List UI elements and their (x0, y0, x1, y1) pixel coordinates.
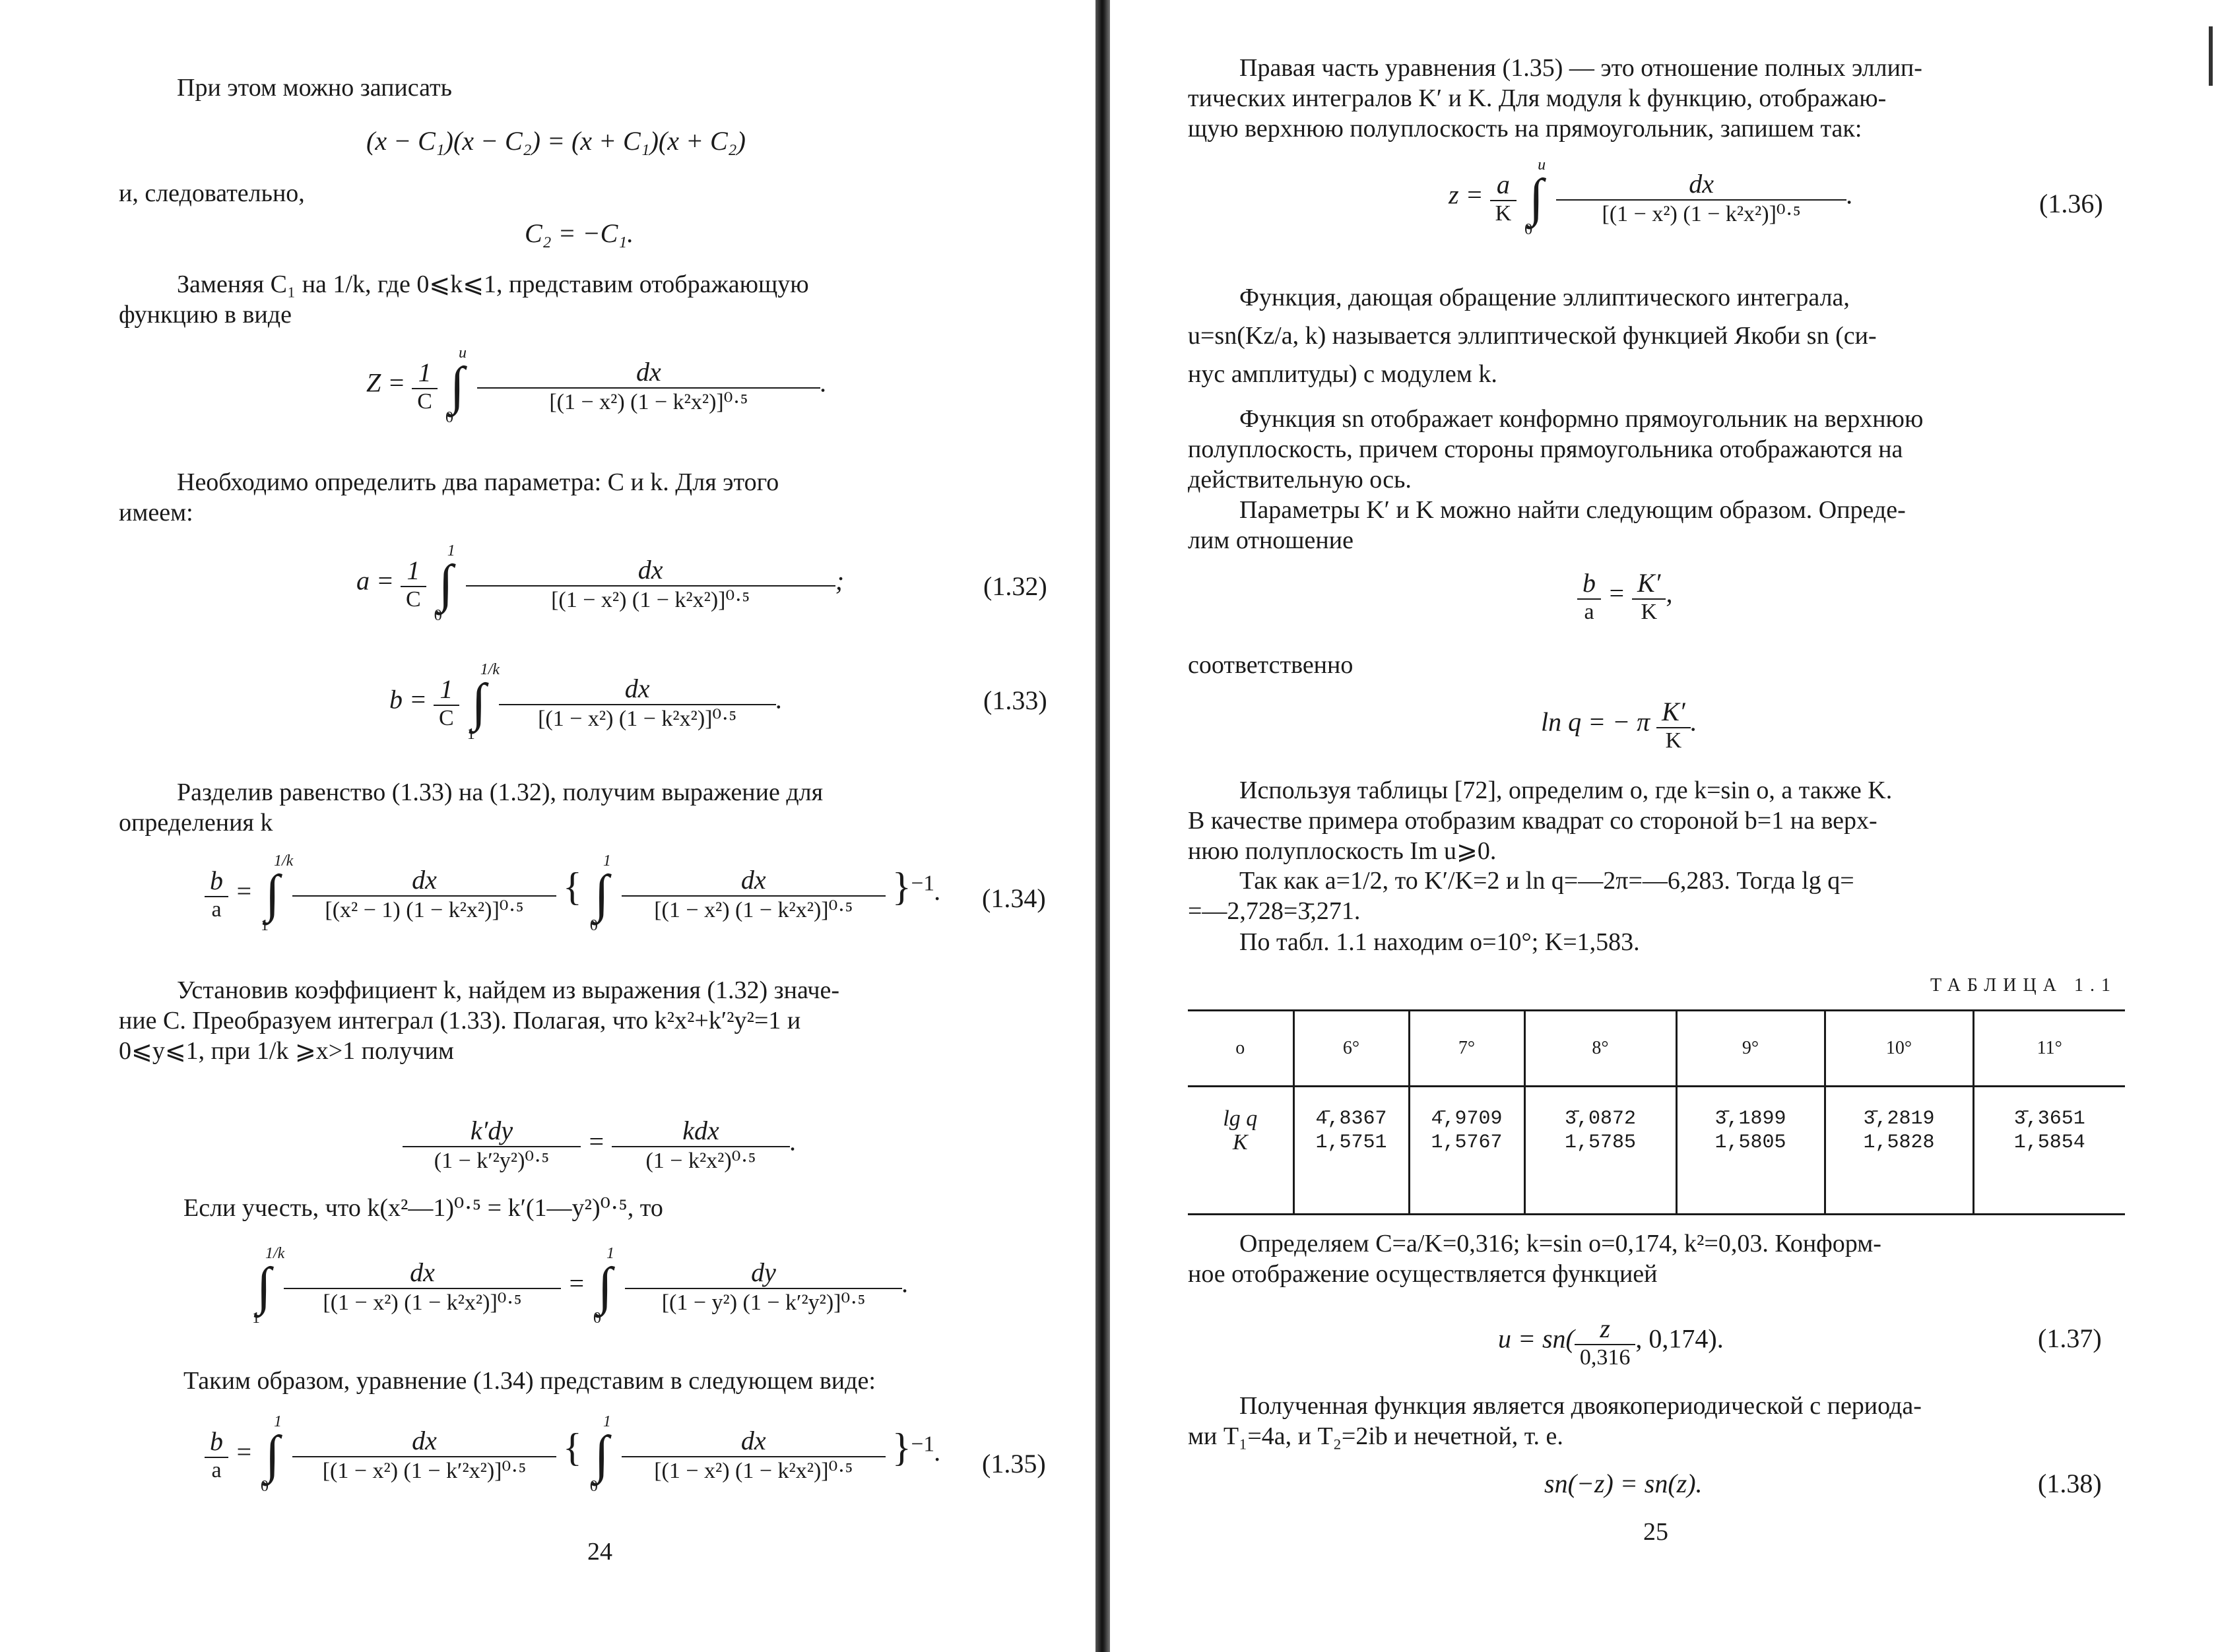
table-cell: 3̄,0872 1,5785 (1524, 1087, 1676, 1215)
table-header: o (1188, 1011, 1293, 1087)
book-spine (1095, 0, 1110, 1652)
paragraph: Если учесть, что k(x²—1)⁰·⁵ = k′(1—y²)⁰·⁵, то (183, 1194, 663, 1222)
paragraph: При этом можно записать (177, 74, 452, 102)
paragraph: Определяем C=a/K=0,316; k=sin o=0,174, k²=0,03. Конформ- ное отображение осуществляется функцией (1188, 1230, 1881, 1288)
paragraph: Заменяя C₁ на 1/k, где 0⩽k⩽1, представим отображающую функцию в виде (119, 270, 809, 329)
table-header: 10° (1825, 1011, 1973, 1087)
table-cell: 4̄,9709 1,5767 (1409, 1087, 1524, 1215)
paragraph: Полученная функция является двоякопериодической с периода- ми T₁=4a, и T₂=2ib и нечетной, т. е. (1188, 1392, 1922, 1450)
equation-lnq: ln q = − π $\frac{K'}{K}$ . (1541, 697, 1697, 753)
equation-number: (1.32) (983, 571, 1047, 601)
page-number: 25 (1643, 1518, 1668, 1546)
paragraph: Используя таблицы [72], определим o, где k=sin o, а также K. В качестве примера отобразим квадрат со стороной b=1 на верх- нюю полуплоскость Im u⩾0. (1188, 777, 1893, 865)
table-header: 7° (1409, 1011, 1524, 1087)
integral-icon: ∫ 1/k 1 (467, 660, 500, 743)
integral-icon: ∫ 1 0 (593, 1244, 614, 1327)
equation-number: (1.33) (983, 685, 1047, 715)
equation-number: (1.38) (2038, 1469, 2102, 1498)
equation-integral-equality: ∫ 1/k 1 $\frac{dx}{\text{[(1 − x²) (1 − k²x²)]⁰·⁵}}$ = ∫ 1 0 $\frac{dy}{\text{[(1 − y²) (1 − k′²y²)]⁰·⁵}}$ . (252, 1244, 909, 1327)
equation-a: a = $\frac{1}{C}$ ∫ 1 0 $\frac{dx}{\text{[(1 − x²) (1 − k²x²)]⁰·⁵}}$ ; (356, 542, 845, 624)
integral-icon: ∫ 1 0 (589, 1413, 611, 1495)
table-row-label: lg q K (1223, 1106, 1258, 1155)
paragraph: Правая часть уравнения (1.35) — это отношение полных эллип- тических интегралов K′ и K. Для модуля k функцию, отображаю- щую верхнюю полуплоскость на прямоугольник, запишем так: (1188, 54, 1922, 143)
equation-substitution: $\frac{k'dy}{\text{(1 − k′²y²)⁰·⁵}}$ = $\frac{\text{kdx}}{\text{(1 − k²x²)⁰·⁵}}$ . (403, 1115, 797, 1174)
equation-1-36: z = $\frac{a}{K}$ ∫ u 0 $\frac{dx}{\text{[(1 − x²) (1 − k²x²)]⁰·⁵}}$ . (1449, 156, 1854, 238)
integral-icon: ∫ 1 0 (434, 542, 455, 624)
equation-b: b = $\frac{1}{C}$ ∫ 1/k 1 $\frac{dx}{\text{[(1 − x²) (1 − k²x²)]⁰·⁵}}$ . (389, 660, 783, 743)
equation: (x − C₁)(x − C₂) = (x + C₁)(x + C₂) (366, 126, 746, 156)
equation: C₂ = −C₁. (525, 218, 634, 248)
integral-icon: ∫ 1/k 1 (252, 1244, 285, 1327)
table-title: ТАБЛИЦА 1.1 (1930, 975, 2117, 996)
paragraph: Функция sn отображает конформно прямоугольник на верхнюю полуплоскость, причем стороны прямоугольника отображаются на действительную ось. (1188, 405, 1924, 493)
table-header: 8° (1524, 1011, 1676, 1087)
equation-ratio: $\frac{b}{a}$ = $\frac{K'}{K}$ , (1577, 567, 1672, 625)
paragraph: Разделив равенство (1.33) на (1.32), получим выражение для определения k (119, 778, 824, 837)
table-row (1188, 1087, 2125, 1215)
paragraph: Необходимо определить два параметра: C и k. Для этого имеем: (119, 468, 779, 526)
paragraph: По табл. 1.1 находим o=10°; K=1,583. (1239, 928, 1640, 956)
integral-icon: ∫ 1/k 1 (261, 852, 294, 934)
page-edge (2209, 26, 2213, 86)
equation-number: (1.36) (2039, 189, 2103, 218)
right-page (1115, 0, 2218, 1652)
equation-number: (1.35) (982, 1449, 1046, 1478)
paragraph: Параметры K′ и K можно найти следующим образом. Опреде- лим отношение (1188, 496, 1906, 554)
table-header: 6° (1293, 1011, 1409, 1087)
paragraph: Установив коэффициент k, найдем из выражения (1.32) значе- ние C. Преобразуем интеграл (1.33). Полагая, что k²x²+k′²y²=1 и 0⩽y⩽1, при 1/k ⩾x>1 получим (119, 976, 839, 1065)
integral-icon: ∫ 1 0 (261, 1413, 282, 1495)
equation-1-34: $\frac{b}{a}$ = ∫ 1/k 1 $\frac{dx}{\text{[(x² − 1) (1 − k²x²)]⁰·⁵}}$ { ∫ 1 0 $\frac{dx}{\text{[(1 − x²) (1 − k²x²)]⁰·⁵}}$ }$^{-1}$. (205, 864, 941, 923)
table-cell: 3̄,3651 1,5854 (1973, 1087, 2125, 1215)
equation-1-38: sn(−z) = sn(z). (1544, 1469, 1703, 1498)
paragraph: Таким образом, уравнение (1.34) представим в следующем виде: (183, 1367, 876, 1395)
equation-z: Z = $\frac{1}{C}$ ∫ u 0 $\frac{dx}{\text{[(1 − x²) (1 − k²x²)]⁰·⁵}}$ . (366, 344, 827, 426)
equation-number: (1.37) (2038, 1323, 2102, 1353)
table-cell: 3̄,1899 1,5805 (1676, 1087, 1825, 1215)
table-header: 11° (1973, 1011, 2125, 1087)
table-cell: 4̄,8367 1,5751 (1293, 1087, 1409, 1215)
table-header-row (1188, 1011, 2125, 1087)
equation-1-35: $\frac{b}{a}$ = ∫ 1 0 $\frac{dx}{\text{[(1 − x²) (1 − k′²x²)]⁰·⁵}}$ { ∫ 1 0 $\frac{dx}{\text{[(1 − x²) (1 − k²x²)]⁰·⁵}}$ }$^{-1}$. (205, 1425, 941, 1484)
paragraph: Так как a=1/2, то K′/K=2 и ln q=—2π=—6,283. Тогда lg q= =—2,728=3̄,271. (1188, 867, 1854, 925)
paragraph: и, следовательно, (119, 179, 305, 207)
paragraph: Функция, дающая обращение эллиптического интеграла, u=sn(Kz/a, k) называется эллиптической функцией Якоби sn (си- нус амплитуды) с модулем k. (1188, 284, 1877, 388)
table-cell: 3̄,2819 1,5828 (1825, 1087, 1973, 1215)
page-number: 24 (587, 1538, 612, 1566)
equation-1-37: u = sn( $\frac{z}{0,316}$ , 0,174). (1498, 1314, 1724, 1370)
equation-number: (1.34) (982, 883, 1046, 913)
integral-icon: ∫ u 0 (1524, 156, 1546, 238)
data-table (1188, 1009, 2125, 1215)
integral-icon: ∫ u 0 (445, 344, 467, 426)
paragraph: соответственно (1188, 651, 1354, 679)
table-header: 9° (1676, 1011, 1825, 1087)
integral-icon: ∫ 1 0 (589, 852, 611, 934)
